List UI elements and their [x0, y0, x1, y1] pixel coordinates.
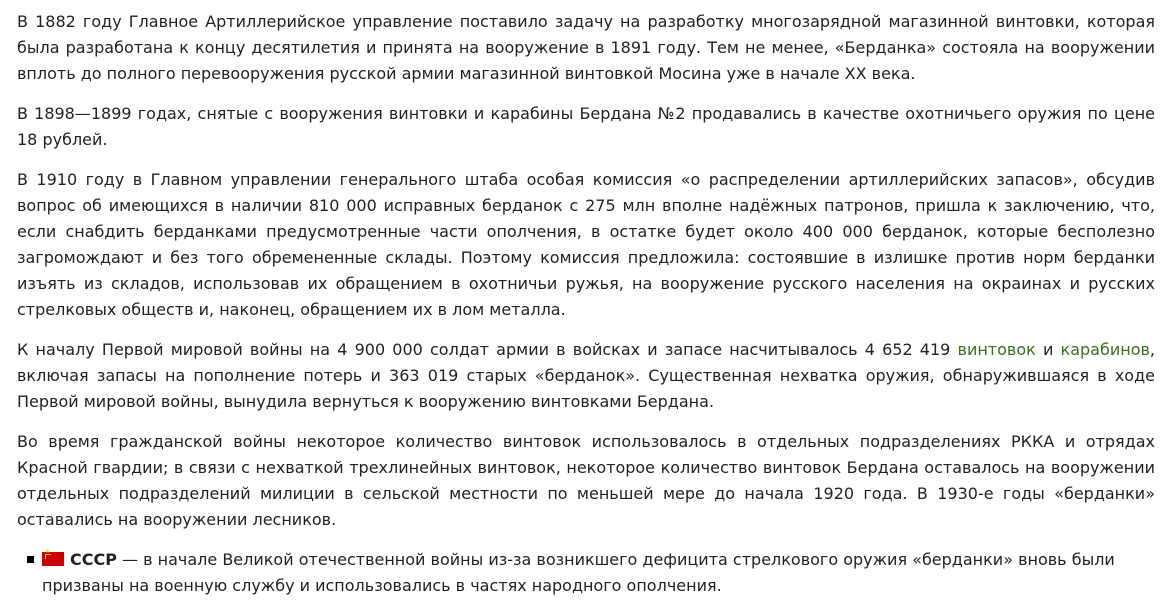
list-item-text: — в начале Великой отечественной войны из-за возникшего дефицита стрелкового оружия «берданки» вновь были призваны на военную службу и использовались в частях народного ополчения. — [42, 550, 1115, 595]
paragraph-1: В 1882 году Главное Артиллерийское управление поставило задачу на разработку многозарядной магазинной винтовки, которая была разработана к концу десятилетия и принята на вооружение в 1891 году. Тем не менее, «Берданка» состояла на вооружении вплоть до полного перевооружения русской армии магазинной винтовкой Мосина уже в начале XX века. — [17, 12, 1155, 83]
list-item-country[interactable]: СССР — [70, 550, 117, 569]
paragraph-4-text-middle: и — [1035, 340, 1061, 359]
paragraph-4-text-after: , включая запасы на пополнение потерь и 363 019 старых «берданок». Существенная нехватка оружия, обнаружившаяся в ходе Первой мировой войны, вынудила вернуться к вооружению винтовками Бердана. — [17, 340, 1155, 411]
paragraph-4 — [17, 337, 1155, 415]
link-carbines[interactable]: карабинов — [1060, 340, 1150, 359]
paragraph-5: Во время гражданской войны некоторое количество винтовок использовалось в отдельных подразделениях РККА и отрядах Красной гвардии; в связи с нехваткой трехлинейных винтовок, некоторое количество винтовок Бердана оставалось на вооружении отдельных подразделений милиции в сельской местности по меньшей мере до начала 1920 года. В 1930-е годы «берданки» оставались на вооружении лесников. — [17, 432, 1155, 529]
paragraph-4-text-before: К началу Первой мировой войны на 4 900 000 солдат армии в войсках и запасе насчитывалось 4 652 419 — [17, 340, 958, 359]
list-item — [17, 547, 1155, 599]
flag-star-icon: ★ — [45, 548, 51, 555]
operators-list — [17, 547, 1155, 599]
link-rifles[interactable]: винтовок — [957, 340, 1036, 359]
paragraph-3: В 1910 году в Главном управлении генерального штаба особая комиссия «о распределении артиллерийских запасов», обсудив вопрос об имеющихся в наличии 810 000 исправных берданок с 275 млн вполне надёжных патронов, пришла к заключению, что, если снабдить берданками предусмотренные части ополчения, в остатке будет около 400 000 берданок, которые бесполезно загромождают и без того обремененные склады. Поэтому комиссия предложила: состоявшие в излишке против норм берданки изъять из складов, использовав их обращением в охотничьи ружья, на вооружение русского населения на окраинах и русских стрелковых обществ и, наконец, обращением их в лом металла. — [17, 170, 1155, 319]
list-bullet — [27, 556, 34, 563]
ussr-flag-icon — [42, 548, 64, 566]
paragraph-2: В 1898—1899 годах, снятые с вооружения винтовки и карабины Бердана №2 продавались в качестве охотничьего оружия по цене 18 рублей. — [17, 104, 1155, 149]
flag-hammer-sickle-icon — [45, 554, 51, 559]
